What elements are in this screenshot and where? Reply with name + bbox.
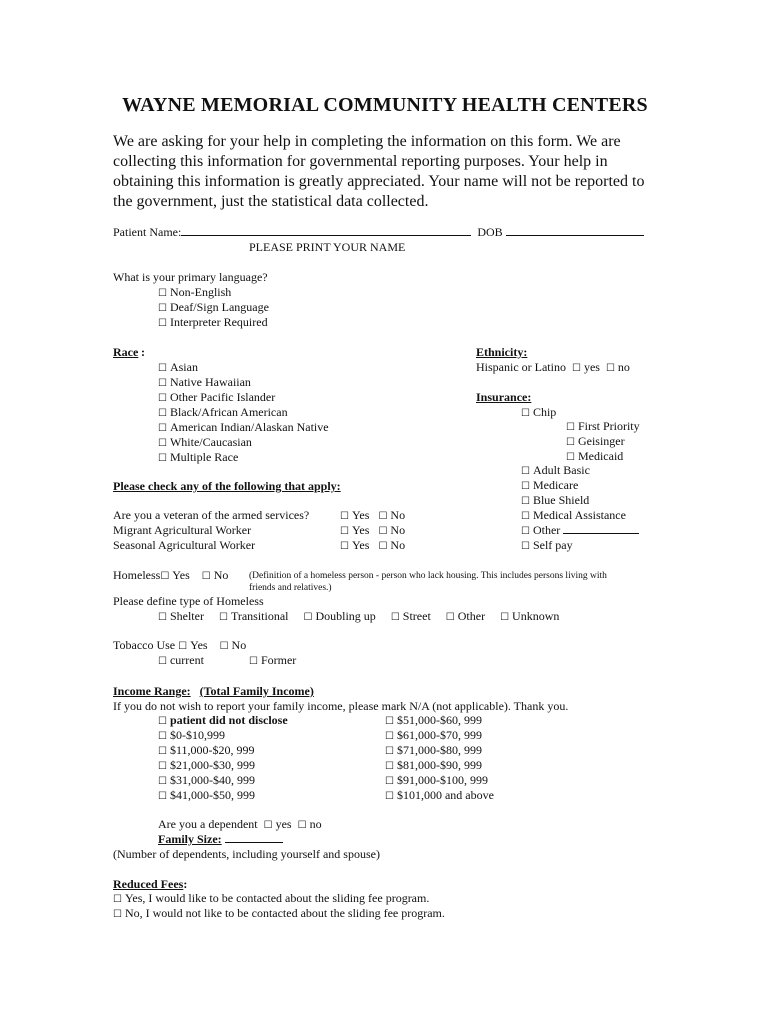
tobacco-row: Tobacco Use ☐ Yes ☐ No — [113, 638, 247, 652]
checkbox-icon[interactable]: ☐ — [201, 571, 211, 582]
checkbox-icon[interactable]: ☐ — [158, 791, 167, 802]
other-insurance-field[interactable] — [563, 523, 639, 534]
language-question: What is your primary language? — [113, 270, 268, 284]
race-option[interactable]: ☐ Asian — [158, 360, 198, 374]
checkbox-icon[interactable]: ☐ — [158, 612, 167, 623]
checkbox-icon[interactable]: ☐ — [521, 541, 530, 552]
hispanic-question: Hispanic or Latino — [476, 360, 566, 374]
checkbox-icon[interactable]: ☐ — [158, 776, 167, 787]
checkbox-icon[interactable]: ☐ — [158, 363, 167, 374]
checkbox-icon[interactable]: ☐ — [160, 571, 170, 582]
tobacco-label: Tobacco Use — [113, 638, 176, 652]
insurance-option[interactable]: ☐ Blue Shield — [521, 493, 590, 507]
apply-heading: Please check any of the following that apply: — [113, 479, 341, 493]
checkbox-icon[interactable]: ☐ — [297, 820, 307, 831]
homeless-type-option[interactable]: ☐ Unknown — [500, 609, 560, 623]
apply-row-label: Are you a veteran of the armed services? — [113, 508, 310, 522]
dob-label: DOB — [477, 225, 503, 239]
checkbox-icon[interactable]: ☐ — [521, 526, 530, 537]
checkbox-icon[interactable]: ☐ — [340, 541, 349, 552]
checkbox-icon[interactable]: ☐ — [521, 466, 530, 477]
checkbox-icon[interactable]: ☐ — [340, 526, 349, 537]
income-option[interactable]: ☐ $61,000-$70, 999 — [385, 728, 482, 742]
dependent-row: Are you a dependent ☐ yes ☐ no — [158, 817, 322, 831]
insurance-option[interactable]: ☐ First Priority — [566, 419, 640, 433]
income-left-options — [158, 713, 288, 803]
race-option[interactable]: ☐ Black/African American — [158, 405, 288, 419]
homeless-row: Homeless☐ Yes ☐ No — [113, 568, 229, 582]
checkbox-icon[interactable]: ☐ — [219, 641, 229, 652]
reduced-fees-no[interactable]: ☐ No, I would not like to be contacted about the sliding fee program. — [113, 906, 445, 920]
family-size-row — [158, 832, 283, 847]
tobacco-current[interactable]: ☐ current — [158, 653, 204, 667]
income-option[interactable]: ☐ $91,000-$100, 999 — [385, 773, 488, 787]
checkbox-icon[interactable]: ☐ — [566, 422, 575, 433]
ethnicity-label: Ethnicity: — [476, 345, 528, 359]
income-option[interactable]: ☐ $41,000-$50, 999 — [158, 788, 255, 802]
insurance-chip[interactable]: ☐ Chip — [521, 405, 557, 419]
race-option[interactable]: ☐ Multiple Race — [158, 450, 239, 464]
homeless-type-option[interactable]: ☐ Street — [390, 609, 431, 623]
language-options — [158, 285, 269, 330]
insurance-option[interactable]: ☐ Self pay — [521, 538, 573, 552]
checkbox-icon[interactable]: ☐ — [158, 716, 167, 727]
page-title: WAYNE MEMORIAL COMMUNITY HEALTH CENTERS — [122, 94, 648, 116]
checkbox-icon[interactable]: ☐ — [385, 746, 394, 757]
tobacco-former[interactable]: ☐ Former — [249, 653, 297, 667]
checkbox-icon[interactable]: ☐ — [158, 408, 167, 419]
checkbox-icon[interactable]: ☐ — [158, 656, 167, 667]
insurance-option[interactable]: ☐ Medicare — [521, 478, 579, 492]
checkbox-icon[interactable]: ☐ — [378, 541, 388, 552]
family-size-field[interactable] — [225, 832, 283, 843]
insurance-label: Insurance: — [476, 390, 532, 404]
homeless-type-option[interactable]: ☐ Doubling up — [303, 609, 376, 623]
patient-name-field[interactable] — [181, 225, 471, 236]
income-option[interactable]: ☐ $71,000-$80, 999 — [385, 743, 482, 757]
ethnicity-row — [476, 360, 630, 376]
income-option[interactable]: ☐ $11,000-$20, 999 — [158, 743, 255, 757]
checkbox-icon[interactable]: ☐ — [249, 656, 258, 667]
income-option[interactable]: ☐ $81,000-$90, 999 — [385, 758, 482, 772]
race-option[interactable]: ☐ American Indian/Alaskan Native — [158, 420, 329, 434]
checkbox-icon[interactable]: ☐ — [385, 731, 394, 742]
checkbox-icon[interactable]: ☐ — [340, 511, 349, 522]
apply-row — [113, 523, 251, 538]
patient-name-row — [113, 225, 644, 240]
print-name-note: PLEASE PRINT YOUR NAME — [249, 240, 406, 254]
race-option[interactable]: ☐ Native Hawaiian — [158, 375, 251, 389]
ethnicity-no: no — [617, 360, 630, 374]
homeless-type-option[interactable]: ☐ Other — [445, 609, 486, 623]
apply-row — [113, 538, 255, 553]
income-option[interactable]: ☐ $21,000-$30, 999 — [158, 758, 255, 772]
homeless-define-label: Please define type of Homeless — [113, 594, 264, 608]
race-options — [158, 360, 329, 465]
apply-row — [113, 508, 309, 523]
homeless-type-option[interactable]: ☐ Shelter — [158, 609, 204, 623]
checkbox-icon[interactable]: ☐ — [158, 761, 167, 772]
patient-name-label: Patient Name: — [113, 225, 182, 239]
income-right-options — [385, 713, 494, 803]
checkbox-icon[interactable]: ☐ — [178, 641, 188, 652]
apply-yes-no: ☐ Yes ☐ No ☐ Yes ☐ No ☐ Yes ☐ No — [340, 508, 406, 552]
checkbox-icon[interactable]: ☐ — [390, 612, 400, 623]
language-option[interactable]: ☐ Interpreter Required — [158, 315, 268, 329]
homeless-type-option[interactable]: ☐ Transitional — [218, 609, 289, 623]
income-option[interactable]: ☐ $0-$10,999 — [158, 728, 225, 742]
checkbox-icon[interactable]: ☐ — [113, 909, 122, 920]
checkbox-icon[interactable]: ☐ — [445, 612, 455, 623]
homeless-definition: (Definition of a homeless person - person who lack housing. This includes persons living with — [249, 571, 607, 581]
chip-sub-options — [566, 419, 640, 464]
checkbox-icon[interactable]: ☐ — [500, 612, 510, 623]
income-option[interactable]: ☐ patient did not disclose — [158, 713, 288, 727]
checkbox-icon[interactable]: ☐ — [385, 776, 394, 787]
checkbox-icon[interactable]: ☐ — [158, 731, 167, 742]
insurance-option[interactable]: ☐ Geisinger — [566, 434, 625, 448]
race-option[interactable]: ☐ White/Caucasian — [158, 435, 252, 449]
checkbox-icon[interactable]: ☐ — [521, 496, 530, 507]
checkbox-icon[interactable]: ☐ — [385, 716, 394, 727]
insurance-option[interactable]: ☐ Medical Assistance — [521, 508, 626, 522]
language-option[interactable]: ☐ Non-English — [158, 285, 232, 299]
checkbox-icon[interactable]: ☐ — [158, 378, 167, 389]
homeless-definition-cont: friends and relatives.) — [249, 583, 332, 593]
checkbox-icon[interactable]: ☐ — [158, 303, 167, 314]
checkbox-icon[interactable]: ☐ — [113, 894, 122, 905]
family-size-label: Family Size: — [158, 832, 222, 846]
checkbox-icon[interactable]: ☐ — [521, 511, 530, 522]
apply-row-label: Migrant Agricultural Worker — [113, 523, 252, 537]
checkbox-icon[interactable]: ☐ — [158, 288, 167, 299]
insurance-option[interactable]: ☐ Adult Basic — [521, 463, 590, 477]
language-option[interactable]: ☐ Deaf/Sign Language — [158, 300, 269, 314]
checkbox-icon[interactable]: ☐ — [521, 408, 530, 419]
reduced-fees-yes[interactable]: ☐ Yes, I would like to be contacted about the sliding fee program. — [113, 891, 430, 905]
checkbox-icon[interactable]: ☐ — [378, 526, 388, 537]
income-option[interactable]: ☐ $51,000-$60, 999 — [385, 713, 482, 727]
income-option[interactable]: ☐ $101,000 and above — [385, 788, 494, 802]
checkbox-icon[interactable]: ☐ — [158, 393, 167, 404]
dependent-question: Are you a dependent — [158, 817, 258, 831]
checkbox-icon[interactable]: ☐ — [385, 761, 394, 772]
checkbox-icon[interactable]: ☐ — [385, 791, 394, 802]
homeless-types — [158, 609, 559, 625]
race-option[interactable]: ☐ Other Pacific Islander — [158, 390, 276, 404]
checkbox-icon[interactable]: ☐ — [571, 363, 581, 374]
dob-field[interactable] — [506, 225, 644, 236]
income-note: If you do not wish to report your family income, please mark N/A (not applicable). Thank you. — [113, 699, 569, 713]
checkbox-icon[interactable]: ☐ — [378, 511, 388, 522]
family-size-note: (Number of dependents, including yourself and spouse) — [113, 847, 380, 861]
ethnicity-yes: yes — [583, 360, 600, 374]
checkbox-icon[interactable]: ☐ — [263, 820, 273, 831]
homeless-label: Homeless — [113, 568, 161, 582]
insurance-options — [521, 463, 639, 553]
checkbox-icon[interactable]: ☐ — [605, 363, 615, 374]
race-label: Race — [113, 345, 139, 359]
checkbox-icon[interactable]: ☐ — [303, 612, 313, 623]
income-option[interactable]: ☐ $31,000-$40, 999 — [158, 773, 255, 787]
insurance-option[interactable]: ☐ Other — [521, 523, 639, 538]
checkbox-icon[interactable]: ☐ — [521, 481, 530, 492]
insurance-option[interactable]: ☐ Medicaid — [566, 449, 624, 463]
checkbox-icon[interactable]: ☐ — [566, 452, 575, 463]
income-heading: Income Range: (Total Family Income) — [113, 684, 314, 698]
checkbox-icon[interactable]: ☐ — [218, 612, 228, 623]
checkbox-icon[interactable]: ☐ — [158, 423, 167, 434]
checkbox-icon[interactable]: ☐ — [158, 438, 167, 449]
checkbox-icon[interactable]: ☐ — [158, 318, 167, 329]
checkbox-icon[interactable]: ☐ — [158, 453, 167, 464]
intro-paragraph: We are asking for your help in completing the information on this form. We are collecting this information for governmental reporting purposes. Your help in obtaining this information is greatly appreciated. Your name will not be reported to the government, just the statistical data collected. — [113, 133, 645, 210]
checkbox-icon[interactable]: ☐ — [566, 437, 575, 448]
reduced-fees-label: Reduced Fees: — [113, 877, 188, 891]
checkbox-icon[interactable]: ☐ — [158, 746, 167, 757]
apply-row-label: Seasonal Agricultural Worker — [113, 538, 256, 552]
